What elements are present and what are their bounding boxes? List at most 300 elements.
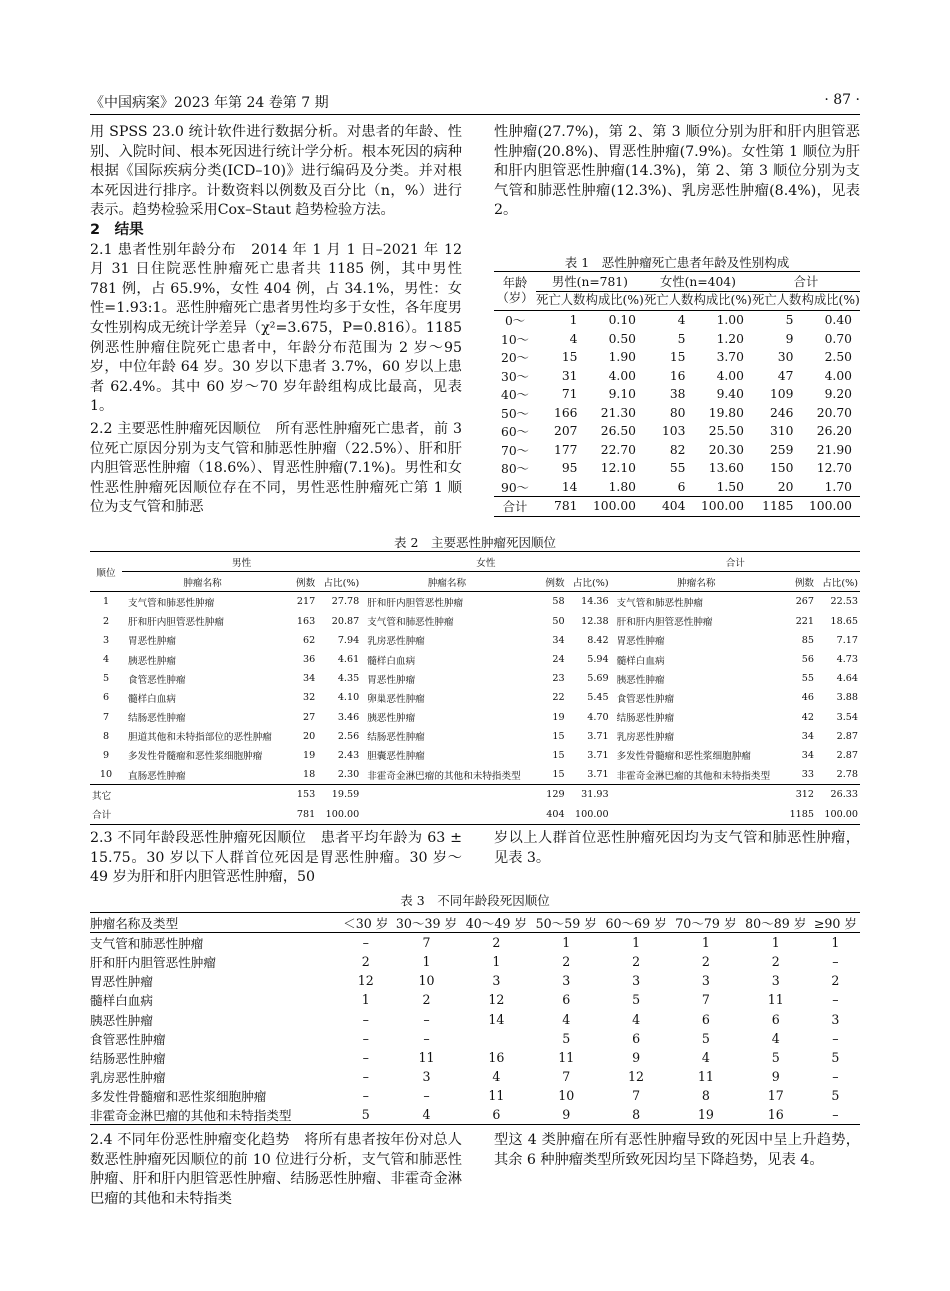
table1-value-cell: 21.90 <box>816 442 852 457</box>
table3-value-cell: 10 <box>558 1087 575 1103</box>
table2-value-cell: 50 <box>552 615 565 627</box>
table1-value-cell: 82 <box>669 442 686 457</box>
table3-value-cell: 12 <box>357 973 374 989</box>
table3-row <box>90 933 860 953</box>
table2-value-cell: 32 <box>302 692 316 704</box>
table2-value-cell: 2.30 <box>337 769 360 781</box>
table3-header-cell: 50～59 岁 <box>535 916 597 932</box>
right-column-text <box>494 123 860 221</box>
table1-value-cell: 1185 <box>762 499 794 514</box>
table3-value-cell: 1 <box>771 935 780 951</box>
table2-value-cell: 33 <box>801 769 814 781</box>
table3-value-cell: 7 <box>422 935 431 951</box>
table2-name-cell: 乳房恶性肿瘤 <box>367 636 425 648</box>
table3-value-cell: 12 <box>628 1068 645 1084</box>
table2-value-cell: 153 <box>296 789 316 801</box>
table1-value-cell: 1.80 <box>608 479 636 494</box>
table3-row <box>90 1067 860 1086</box>
journal-citation: 《中国病案》2023 年第 24 卷第 7 期 <box>90 95 329 111</box>
page-number: · 87 · <box>824 92 860 108</box>
table3-value-cell: 3 <box>701 973 710 989</box>
table1-row <box>494 478 860 497</box>
table2-sub-ratio: 占比(%) <box>822 577 858 589</box>
table2-rank-cell: 3 <box>102 634 110 646</box>
table1-value-cell: 6 <box>677 479 686 494</box>
table3-value-cell: 11 <box>697 1068 714 1084</box>
table1-value-cell: 4.00 <box>716 368 744 383</box>
table3-value-cell: 2 <box>701 954 710 970</box>
table2-name-cell: 多发性骨髓瘤和恶性浆细胞肿瘤 <box>616 751 751 763</box>
table2-name-cell <box>122 804 283 824</box>
table2-value-cell: 55 <box>801 673 814 685</box>
table1-age-cell: 60～ <box>501 425 529 440</box>
table3-name-cell: 胰恶性肿瘤 <box>90 1012 153 1028</box>
table1-row <box>494 404 860 423</box>
table2-value-cell: 18 <box>302 769 316 781</box>
table1-caption: 表 1 恶性肿瘤死亡患者年龄及性别构成 <box>564 255 790 270</box>
table1-value-cell: 0.40 <box>824 313 852 328</box>
table1-value-cell: 100.00 <box>808 499 852 514</box>
table1-value-cell: 16 <box>669 368 686 383</box>
table2-value-cell: 221 <box>795 615 814 627</box>
table1-value-cell: 1.70 <box>824 479 852 494</box>
table3-value-cell: 10 <box>418 973 435 989</box>
table3-value-cell: 4 <box>771 1030 780 1046</box>
table3-header-cell: 40～49 岁 <box>465 916 527 932</box>
table2-rank-cell: 2 <box>102 615 110 627</box>
table3-value-cell: 1 <box>831 935 840 951</box>
table3-name-cell: 非霍奇金淋巴瘤的其他和未特指类型 <box>90 1107 292 1123</box>
table2-row <box>90 612 860 631</box>
table3-value-cell: 3 <box>492 973 501 989</box>
table1-value-cell: 95 <box>561 461 578 476</box>
table2-name-cell <box>611 785 782 805</box>
section-2-3: 2.3 不同年龄段恶性肿瘤死因顺位 患者平均年龄为 63 ± 15.75。30 岁以下人群首位死因是胃恶性肿瘤。30 岁～49 岁为肝和肝内胆管恶性肿瘤，50 <box>90 830 462 886</box>
table3-row <box>90 1009 860 1028</box>
table3-row <box>90 952 860 971</box>
table2-value-cell: 3.54 <box>836 711 858 723</box>
table2-name-cell <box>361 804 532 824</box>
table2-rank-header: 顺位 <box>90 552 122 592</box>
table2-name-cell: 肝和肝内胆管恶性肿瘤 <box>367 597 464 609</box>
table1-age-cell: 80～ <box>501 462 529 477</box>
table2-name-cell: 结肠恶性肿瘤 <box>367 732 425 744</box>
table2-row <box>90 631 860 650</box>
table2-rank-cell: 10 <box>99 769 113 781</box>
table2-rank-cell: 其它 <box>92 790 112 802</box>
table2-name-cell: 结肠恶性肿瘤 <box>616 713 675 725</box>
table2-value-cell: 19 <box>552 711 565 723</box>
table2-name-cell: 支气管和肺恶性肿瘤 <box>616 597 703 609</box>
table1-value-cell: 25.50 <box>708 424 744 439</box>
table1-value-cell: 9.20 <box>824 387 852 402</box>
table1-value-cell: 100.00 <box>700 499 744 514</box>
table3-value-cell: 3 <box>831 1011 840 1027</box>
table3-row <box>90 1029 860 1048</box>
table1-row <box>494 497 860 517</box>
table3-value-cell: 6 <box>632 1030 641 1046</box>
table3-value-cell: – <box>832 1068 839 1084</box>
table3-value-cell: 8 <box>632 1106 641 1122</box>
table3-value-cell: 9 <box>562 1106 571 1122</box>
table3-name-cell: 胃恶性肿瘤 <box>90 974 153 990</box>
table3-value-cell: 4 <box>701 1049 710 1065</box>
table3-value-cell: 11 <box>558 1049 575 1065</box>
table1-value-cell: 26.50 <box>600 424 636 439</box>
table1-value-cell: 20.30 <box>708 442 744 457</box>
table1-value-cell: 38 <box>669 387 686 402</box>
table2-name-cell: 肝和肝内胆管恶性肿瘤 <box>616 617 713 629</box>
table3-value-cell: 6 <box>771 1011 780 1027</box>
table2-value-cell: 404 <box>546 808 565 820</box>
table2-value-cell: 23 <box>552 673 565 685</box>
table1-age-cell: 10～ <box>501 332 529 347</box>
table2-row <box>90 669 860 688</box>
table3-value-cell: 3 <box>632 973 641 989</box>
table3-value-cell: 9 <box>632 1049 641 1065</box>
table2-value-cell: 62 <box>302 634 316 646</box>
table3-header-cell: ＜30 岁 <box>343 916 389 932</box>
table3-value-cell: – <box>832 992 839 1008</box>
table3-header-cell: 70～79 岁 <box>675 916 737 932</box>
table1-value-cell: 0.50 <box>608 331 636 346</box>
table2-value-cell: 4.73 <box>836 654 858 666</box>
table3-header-cell: 肿瘤名称及类型 <box>90 916 179 932</box>
table3-value-cell <box>461 1029 531 1048</box>
table2-value-cell: 781 <box>296 808 316 820</box>
table1-value-cell: 5 <box>785 313 794 328</box>
table2-name-cell <box>611 804 782 824</box>
table1-sub-ratio: 构成比(%) <box>585 293 644 308</box>
table3-value-cell: – <box>832 954 839 970</box>
table3-value-cell: – <box>423 1030 430 1046</box>
table1-row <box>494 422 860 441</box>
table1-value-cell: 31 <box>561 368 578 383</box>
table2-value-cell: 5.45 <box>587 692 609 704</box>
table2-value-cell: 1185 <box>789 808 814 820</box>
table2-name-cell: 髓样白血病 <box>367 655 416 667</box>
table2-value-cell: 4.35 <box>337 673 360 685</box>
table2-value-cell: 20.87 <box>331 615 360 627</box>
table2-name-cell: 结肠恶性肿瘤 <box>128 713 186 725</box>
table2-sub-count: 例数 <box>296 577 316 589</box>
table2-value-cell: 8.42 <box>587 634 609 646</box>
table3-value-cell: 1 <box>562 935 571 951</box>
table2-row <box>90 708 860 727</box>
table2-sub-count: 例数 <box>794 577 814 589</box>
table2-name-cell: 胰恶性肿瘤 <box>367 713 416 725</box>
table2-name-cell: 支气管和肺恶性肿瘤 <box>367 617 454 629</box>
table3-row <box>90 971 860 990</box>
table1-value-cell: 14 <box>561 479 578 494</box>
table1-group-female: 女性(n=404) <box>644 272 752 292</box>
table2-name-cell: 髓样白血病 <box>616 655 665 667</box>
table2-value-cell: 4.64 <box>836 673 858 685</box>
table2-value-cell: 12.38 <box>581 615 609 627</box>
table2-name-cell <box>361 785 532 805</box>
table2-value-cell: 27 <box>302 711 316 723</box>
table3-value-cell: 2 <box>771 954 780 970</box>
table2-row <box>90 804 860 824</box>
table2-name-cell: 食管恶性肿瘤 <box>128 674 186 686</box>
table2-value-cell: 42 <box>801 711 814 723</box>
table2-rank-cell: 5 <box>102 673 110 685</box>
table3-value-cell: – <box>423 1087 430 1103</box>
table2-rank-cell: 6 <box>102 692 110 704</box>
table3-value-cell: 3 <box>771 973 780 989</box>
table1-sub-count: 死亡人数 <box>752 293 802 308</box>
table3-value-cell: 4 <box>632 1011 641 1027</box>
table1-sub-ratio: 构成比(%) <box>693 293 752 308</box>
table1-value-cell: 1.20 <box>716 331 744 346</box>
table3-name-cell: 乳房恶性肿瘤 <box>90 1069 166 1085</box>
table1-value-cell: 19.80 <box>708 405 744 420</box>
table3-name-cell: 结肠恶性肿瘤 <box>90 1050 166 1066</box>
table2-row <box>90 765 860 785</box>
table2-value-cell: 2.56 <box>337 730 360 742</box>
table3-value-cell: 4 <box>422 1106 431 1122</box>
table2-row <box>90 688 860 707</box>
table2-rank-cell: 合计 <box>92 810 112 822</box>
table1-value-cell: 2.50 <box>824 350 852 365</box>
table2-value-cell: 5.94 <box>587 654 609 666</box>
table2-name-cell: 髓样白血病 <box>128 693 176 705</box>
table2-value-cell: 100.00 <box>824 808 858 820</box>
table2-name-cell: 胃恶性肿瘤 <box>367 674 416 686</box>
table3-value-cell: 4 <box>562 1011 571 1027</box>
table2-value-cell: 34 <box>801 749 814 761</box>
table2-value-cell: 4.10 <box>337 692 360 704</box>
table3-value-cell: – <box>832 1106 839 1122</box>
table3-value-cell: 5 <box>831 1049 840 1065</box>
table3-name-cell: 多发性骨髓瘤和恶性浆细胞肿瘤 <box>90 1088 267 1104</box>
table2-value-cell: 15 <box>552 769 565 781</box>
table1-value-cell: 13.60 <box>708 461 744 476</box>
table2-value-cell: 14.36 <box>581 596 609 608</box>
table2-value-cell: 18.65 <box>830 615 858 627</box>
table2-row <box>90 746 860 765</box>
table3-value-cell: 5 <box>831 1087 840 1103</box>
table2-name-cell: 胃恶性肿瘤 <box>128 636 176 648</box>
table3-row <box>90 1105 860 1125</box>
table3-value-cell: 2 <box>361 954 370 970</box>
table2-name-cell: 胆道其他和未特指部位的恶性肿瘤 <box>128 732 272 744</box>
table3-value-cell: 14 <box>488 1011 505 1027</box>
table2-value-cell: 267 <box>795 596 814 608</box>
table2-rank-cell: 9 <box>102 749 110 761</box>
table2-value-cell: 34 <box>302 673 316 685</box>
table1-value-cell: 310 <box>769 424 794 439</box>
table1-value-cell: 150 <box>769 461 794 476</box>
table2-value-cell: 7.94 <box>337 634 360 646</box>
table1-age-cell: 40～ <box>501 388 529 403</box>
table2 <box>90 551 860 825</box>
table3 <box>90 912 860 1125</box>
table3-value-cell: 9 <box>771 1068 780 1084</box>
table2-value-cell: 4.61 <box>337 654 360 666</box>
table1-value-cell: 15 <box>669 350 686 365</box>
table3-value-cell: 2 <box>422 992 431 1008</box>
table2-group-female: 女性 <box>361 552 610 572</box>
section-2-2-continued: 性肿瘤(27.7%)，第 2、第 3 顺位分别为肝和肝内胆管恶性肿瘤(20.8%)、胃恶性肿瘤(7.9%)。女性第 1 顺位为肝和肝内胆管恶性肿瘤(14.3%)，第 2、第 3 顺位分别为支气管和肺恶性肿瘤(12.3%)、乳房恶性肿瘤(8.4%)，见表 2。 <box>494 124 860 219</box>
table3-value-cell: 11 <box>767 992 784 1008</box>
table2-value-cell: 34 <box>552 634 565 646</box>
table2-value-cell: 312 <box>795 789 814 801</box>
table1-sub-count: 死亡人数 <box>644 293 694 308</box>
table1-value-cell: 30 <box>777 350 794 365</box>
table1-age-cell: 70～ <box>501 443 529 458</box>
table2-name-cell: 肝和肝内胆管恶性肿瘤 <box>128 617 224 629</box>
table2-row <box>90 785 860 805</box>
table3-name-cell: 髓样白血病 <box>90 993 153 1009</box>
table2-value-cell: 4.70 <box>587 711 609 723</box>
table3-value-cell: 6 <box>492 1106 501 1122</box>
table1-value-cell: 22.70 <box>600 442 636 457</box>
running-header <box>90 92 860 115</box>
table1-value-cell: 55 <box>669 461 686 476</box>
table3-value-cell: – <box>832 1030 839 1046</box>
table1-value-cell: 80 <box>669 405 686 420</box>
table1-age-cell: 50～ <box>501 406 529 421</box>
table3-value-cell: 2 <box>492 935 501 951</box>
table2-value-cell: 36 <box>302 654 316 666</box>
table2-value-cell: 85 <box>801 634 814 646</box>
table2-sub-ratio: 占比(%) <box>572 577 609 589</box>
table3-value-cell: – <box>362 935 369 951</box>
table2-value-cell: 3.88 <box>836 692 858 704</box>
table1-value-cell: 4 <box>677 313 686 328</box>
table3-value-cell: – <box>362 1068 369 1084</box>
table1-value-cell: 1 <box>569 313 578 328</box>
table3-value-cell: 16 <box>488 1049 505 1065</box>
table1-value-cell: 9 <box>785 331 794 346</box>
table2-value-cell: 15 <box>552 730 565 742</box>
table2-caption: 表 2 主要恶性肿瘤死因顺位 <box>394 535 556 550</box>
table1-row <box>494 367 860 386</box>
table2-name-cell: 胰恶性肿瘤 <box>128 655 176 667</box>
table3-value-cell: 1 <box>492 954 501 970</box>
table1-value-cell: 3.70 <box>716 350 744 365</box>
table3-value-cell: 2 <box>632 954 641 970</box>
left-column-text <box>90 123 462 518</box>
table3-value-cell: 3 <box>562 973 571 989</box>
table2-name-cell: 多发性骨髓瘤和恶性浆细胞肿瘤 <box>128 751 263 763</box>
section-2-1: 2.1 患者性别年龄分布 2014 年 1 月 1 日–2021 年 12 月 31 日住院恶性肿瘤死亡患者共 1185 例，其中男性 781 例，占 65.9%，女性 404 例，占 34.1%，男性：女性=1.93:1。恶性肿瘤死亡患者男性均多于女性，各年度男女性别构成无统计学差异（χ²=3.675，P=0.816）。1185 例恶性肿瘤住院死亡患者中，年龄分布范围为 2 岁～95 岁，中位年龄 64 岁。30 岁以下患者 3.7%，60 岁以上患者 62.4%。其中 60 岁～70 岁年龄组构成比最高，见表 1。 <box>90 241 462 415</box>
table1-row <box>494 385 860 404</box>
table1-age-cell: 30～ <box>501 369 529 384</box>
table1-sub-count: 死亡人数 <box>536 293 586 308</box>
table2-sub-name: 肿瘤名称 <box>677 577 716 589</box>
table2-sub-ratio: 占比(%) <box>323 577 360 589</box>
table2-value-cell: 22 <box>552 692 565 704</box>
table1-age-cell: 合计 <box>502 500 528 515</box>
table3-value-cell: 12 <box>488 992 505 1008</box>
table2-name-cell: 非霍奇金淋巴瘤的其他和未特指类型 <box>367 770 521 782</box>
table3-value-cell: 5 <box>632 992 641 1008</box>
table1-row <box>494 311 860 330</box>
section-2-4-continued: 型这 4 类肿瘤在所有恶性肿瘤导致的死因中呈上升趋势，其余 6 种肿瘤类型所致死因均呈下降趋势，见表 4。 <box>494 1132 860 1168</box>
table1-value-cell: 0.70 <box>824 331 852 346</box>
table2-name-cell: 卵巢恶性肿瘤 <box>367 693 425 705</box>
table2-value-cell: 24 <box>552 654 565 666</box>
table2-name-cell: 非霍奇金淋巴瘤的其他和未特指类型 <box>616 770 771 782</box>
table3-header-cell: 30～39 岁 <box>395 916 458 932</box>
table3-row <box>90 1086 860 1105</box>
table2-value-cell: 20 <box>302 730 316 742</box>
table1-age-cell: 90～ <box>501 480 529 495</box>
table2-value-cell: 19.59 <box>331 789 360 801</box>
table3-value-cell: 19 <box>697 1106 714 1122</box>
table1-value-cell: 166 <box>554 405 578 420</box>
table3-value-cell: 7 <box>632 1087 641 1103</box>
table1-sub-ratio: 构成比(%) <box>801 293 860 308</box>
table3-value-cell: 8 <box>701 1087 710 1103</box>
table2-value-cell: 100.00 <box>325 808 360 820</box>
table3-value-cell: – <box>362 1011 369 1027</box>
table2-group-total: 合计 <box>611 552 860 572</box>
table2-value-cell: 3.71 <box>587 769 609 781</box>
table2-value-cell: 2.87 <box>836 749 858 761</box>
table3-value-cell: 3 <box>422 1068 431 1084</box>
table2-name-cell <box>122 785 283 805</box>
table1-value-cell: 100.00 <box>592 499 636 514</box>
table2-value-cell: 19 <box>302 749 316 761</box>
table1-value-cell: 404 <box>661 499 686 514</box>
table1-value-cell: 9.40 <box>716 387 744 402</box>
table2-value-cell: 56 <box>801 654 814 666</box>
table2-value-cell: 7.17 <box>836 634 858 646</box>
table3-value-cell: 5 <box>771 1049 780 1065</box>
table3-value-cell: 16 <box>767 1106 784 1122</box>
table2-value-cell: 27.78 <box>331 596 360 608</box>
table2-value-cell: 26.33 <box>830 789 858 801</box>
table2-value-cell: 129 <box>546 789 565 801</box>
table1-value-cell: 26.20 <box>816 424 852 439</box>
table2-value-cell: 217 <box>296 596 316 608</box>
table1-value-cell: 246 <box>769 405 794 420</box>
table1-value-cell: 5 <box>677 331 686 346</box>
table1-value-cell: 21.30 <box>600 405 636 420</box>
table2-row <box>90 727 860 746</box>
table2-name-cell: 胰恶性肿瘤 <box>616 674 665 686</box>
table2-sub-name: 肿瘤名称 <box>427 577 467 589</box>
table2-sub-count: 例数 <box>545 577 565 589</box>
table1-value-cell: 103 <box>661 424 686 439</box>
results-heading: 2 结果 <box>90 221 144 238</box>
table1-age-cell: 0～ <box>504 314 526 329</box>
table2-name-cell: 胃恶性肿瘤 <box>616 636 665 648</box>
table1-value-cell: 20 <box>777 479 794 494</box>
table3-value-cell: 17 <box>767 1087 784 1103</box>
table2-rank-cell: 4 <box>102 654 110 666</box>
table1-value-cell: 12.10 <box>600 461 636 476</box>
table2-name-cell: 直肠恶性肿瘤 <box>128 770 186 782</box>
table2-value-cell: 22.53 <box>830 596 858 608</box>
table3-value-cell: 4 <box>492 1068 501 1084</box>
table3-value-cell: 5 <box>361 1106 370 1122</box>
table2-value-cell: 46 <box>801 692 814 704</box>
table3-row <box>90 990 860 1009</box>
table2-value-cell: 2.43 <box>337 749 360 761</box>
table2-value-cell: 100.00 <box>575 808 609 820</box>
table2-value-cell: 15 <box>552 749 565 761</box>
table1-group-male: 男性(n=781) <box>536 272 644 292</box>
table3-value-cell: 1 <box>701 935 710 951</box>
table1-value-cell: 4 <box>569 331 578 346</box>
table3-value-cell: 2 <box>831 973 840 989</box>
table2-value-cell: 34 <box>801 730 814 742</box>
table1-value-cell: 20.70 <box>816 405 852 420</box>
